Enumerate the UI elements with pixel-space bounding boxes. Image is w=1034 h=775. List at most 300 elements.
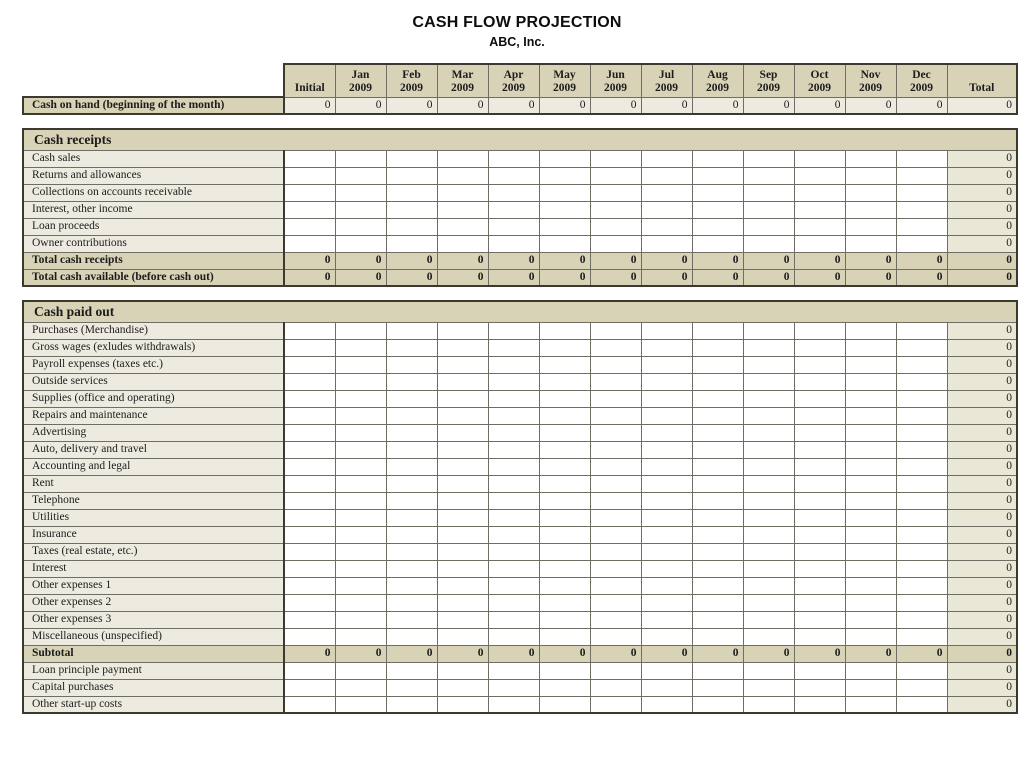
value-cell[interactable] — [284, 150, 335, 167]
value-cell[interactable] — [641, 577, 692, 594]
value-cell[interactable] — [488, 441, 539, 458]
value-cell[interactable] — [335, 679, 386, 696]
value-cell[interactable] — [896, 167, 947, 184]
value-cell[interactable] — [284, 543, 335, 560]
value-cell[interactable] — [539, 475, 590, 492]
value-cell[interactable] — [692, 526, 743, 543]
value-cell[interactable] — [794, 441, 845, 458]
value-cell[interactable] — [743, 543, 794, 560]
value-cell[interactable] — [845, 696, 896, 713]
value-cell[interactable] — [437, 441, 488, 458]
value-cell[interactable] — [437, 167, 488, 184]
value-cell[interactable] — [896, 322, 947, 339]
value-cell[interactable] — [284, 373, 335, 390]
value-cell[interactable] — [488, 167, 539, 184]
value-cell[interactable] — [386, 662, 437, 679]
value-cell[interactable] — [845, 373, 896, 390]
value-cell[interactable] — [386, 696, 437, 713]
value-cell[interactable] — [641, 679, 692, 696]
value-cell[interactable] — [335, 594, 386, 611]
value-cell[interactable] — [641, 235, 692, 252]
value-cell[interactable] — [692, 696, 743, 713]
value-cell[interactable] — [590, 424, 641, 441]
value-cell[interactable] — [896, 543, 947, 560]
value-cell[interactable] — [641, 390, 692, 407]
value-cell[interactable] — [845, 662, 896, 679]
value-cell[interactable] — [488, 390, 539, 407]
value-cell[interactable] — [386, 407, 437, 424]
value-cell[interactable] — [437, 475, 488, 492]
value-cell[interactable] — [896, 560, 947, 577]
value-cell[interactable] — [794, 390, 845, 407]
value-cell[interactable] — [437, 662, 488, 679]
value-cell[interactable] — [743, 390, 794, 407]
value-cell[interactable] — [284, 407, 335, 424]
value-cell[interactable] — [692, 424, 743, 441]
value-cell[interactable]: 0 — [743, 97, 794, 114]
value-cell[interactable] — [437, 184, 488, 201]
value-cell[interactable] — [590, 322, 641, 339]
value-cell[interactable] — [794, 424, 845, 441]
value-cell[interactable] — [437, 407, 488, 424]
value-cell[interactable]: 0 — [437, 97, 488, 114]
value-cell[interactable] — [794, 594, 845, 611]
value-cell[interactable] — [794, 526, 845, 543]
value-cell[interactable] — [794, 696, 845, 713]
value-cell[interactable] — [845, 390, 896, 407]
value-cell[interactable] — [386, 441, 437, 458]
value-cell[interactable] — [386, 679, 437, 696]
value-cell[interactable] — [845, 167, 896, 184]
value-cell[interactable]: 0 — [284, 97, 335, 114]
value-cell[interactable] — [437, 696, 488, 713]
value-cell[interactable] — [539, 509, 590, 526]
value-cell[interactable] — [896, 611, 947, 628]
value-cell[interactable] — [794, 218, 845, 235]
value-cell[interactable] — [386, 475, 437, 492]
value-cell[interactable] — [641, 509, 692, 526]
value-cell[interactable] — [539, 373, 590, 390]
value-cell[interactable] — [539, 218, 590, 235]
value-cell[interactable] — [488, 662, 539, 679]
value-cell[interactable] — [845, 424, 896, 441]
value-cell[interactable] — [743, 322, 794, 339]
value-cell[interactable] — [590, 390, 641, 407]
value-cell[interactable] — [794, 662, 845, 679]
value-cell[interactable] — [692, 594, 743, 611]
value-cell[interactable] — [794, 458, 845, 475]
value-cell[interactable] — [437, 390, 488, 407]
value-cell[interactable] — [743, 526, 794, 543]
value-cell[interactable] — [896, 184, 947, 201]
value-cell[interactable] — [743, 679, 794, 696]
value-cell[interactable] — [692, 509, 743, 526]
value-cell[interactable] — [284, 594, 335, 611]
value-cell[interactable] — [641, 662, 692, 679]
value-cell[interactable] — [743, 577, 794, 594]
value-cell[interactable] — [641, 458, 692, 475]
value-cell[interactable] — [488, 356, 539, 373]
value-cell[interactable] — [539, 543, 590, 560]
value-cell[interactable] — [590, 475, 641, 492]
value-cell[interactable] — [437, 424, 488, 441]
value-cell[interactable] — [743, 424, 794, 441]
value-cell[interactable] — [692, 150, 743, 167]
value-cell[interactable] — [641, 526, 692, 543]
value-cell[interactable]: 0 — [692, 97, 743, 114]
value-cell[interactable] — [794, 184, 845, 201]
value-cell[interactable] — [335, 611, 386, 628]
value-cell[interactable] — [284, 356, 335, 373]
value-cell[interactable] — [590, 611, 641, 628]
value-cell[interactable] — [692, 407, 743, 424]
value-cell[interactable] — [335, 356, 386, 373]
value-cell[interactable] — [794, 509, 845, 526]
value-cell[interactable] — [488, 611, 539, 628]
value-cell[interactable] — [845, 492, 896, 509]
value-cell[interactable] — [488, 235, 539, 252]
value-cell[interactable] — [539, 322, 590, 339]
value-cell[interactable] — [896, 201, 947, 218]
value-cell[interactable] — [284, 458, 335, 475]
value-cell[interactable] — [641, 373, 692, 390]
value-cell[interactable] — [335, 407, 386, 424]
value-cell[interactable] — [896, 628, 947, 645]
value-cell[interactable] — [284, 560, 335, 577]
value-cell[interactable] — [437, 339, 488, 356]
value-cell[interactable] — [437, 611, 488, 628]
value-cell[interactable] — [641, 218, 692, 235]
value-cell[interactable] — [284, 475, 335, 492]
value-cell[interactable] — [437, 526, 488, 543]
value-cell[interactable] — [386, 322, 437, 339]
value-cell[interactable] — [743, 662, 794, 679]
value-cell[interactable] — [743, 628, 794, 645]
value-cell[interactable] — [641, 696, 692, 713]
value-cell[interactable] — [539, 150, 590, 167]
value-cell[interactable] — [896, 424, 947, 441]
value-cell[interactable] — [896, 356, 947, 373]
value-cell[interactable] — [692, 356, 743, 373]
value-cell[interactable] — [488, 509, 539, 526]
value-cell[interactable] — [794, 167, 845, 184]
value-cell[interactable] — [335, 662, 386, 679]
value-cell[interactable] — [590, 543, 641, 560]
value-cell[interactable] — [692, 235, 743, 252]
value-cell[interactable] — [437, 577, 488, 594]
value-cell[interactable] — [437, 679, 488, 696]
value-cell[interactable] — [284, 339, 335, 356]
value-cell[interactable] — [845, 458, 896, 475]
value-cell[interactable] — [284, 322, 335, 339]
value-cell[interactable] — [335, 339, 386, 356]
value-cell[interactable] — [590, 356, 641, 373]
value-cell[interactable] — [692, 390, 743, 407]
value-cell[interactable] — [692, 577, 743, 594]
value-cell[interactable] — [437, 322, 488, 339]
value-cell[interactable] — [437, 458, 488, 475]
value-cell[interactable] — [794, 492, 845, 509]
value-cell[interactable] — [590, 167, 641, 184]
value-cell[interactable] — [896, 679, 947, 696]
value-cell[interactable] — [335, 235, 386, 252]
value-cell[interactable] — [284, 184, 335, 201]
value-cell[interactable] — [539, 356, 590, 373]
value-cell[interactable] — [335, 218, 386, 235]
value-cell[interactable] — [488, 322, 539, 339]
value-cell[interactable] — [488, 184, 539, 201]
value-cell[interactable] — [641, 628, 692, 645]
value-cell[interactable] — [284, 218, 335, 235]
value-cell[interactable] — [743, 475, 794, 492]
value-cell[interactable] — [539, 184, 590, 201]
value-cell[interactable] — [743, 339, 794, 356]
value-cell[interactable] — [488, 424, 539, 441]
value-cell[interactable] — [335, 167, 386, 184]
value-cell[interactable] — [284, 390, 335, 407]
value-cell[interactable] — [896, 218, 947, 235]
value-cell[interactable] — [743, 509, 794, 526]
value-cell[interactable] — [590, 492, 641, 509]
value-cell[interactable] — [692, 184, 743, 201]
value-cell[interactable] — [386, 509, 437, 526]
value-cell[interactable]: 0 — [488, 97, 539, 114]
value-cell[interactable] — [386, 628, 437, 645]
value-cell[interactable] — [386, 424, 437, 441]
value-cell[interactable] — [692, 218, 743, 235]
value-cell[interactable] — [386, 594, 437, 611]
value-cell[interactable] — [437, 594, 488, 611]
value-cell[interactable] — [692, 560, 743, 577]
value-cell[interactable] — [284, 441, 335, 458]
value-cell[interactable] — [590, 696, 641, 713]
value-cell[interactable] — [692, 628, 743, 645]
value-cell[interactable] — [488, 475, 539, 492]
value-cell[interactable] — [386, 201, 437, 218]
value-cell[interactable] — [896, 594, 947, 611]
value-cell[interactable] — [386, 339, 437, 356]
value-cell[interactable] — [335, 492, 386, 509]
value-cell[interactable] — [692, 475, 743, 492]
value-cell[interactable] — [896, 475, 947, 492]
value-cell[interactable] — [896, 339, 947, 356]
value-cell[interactable] — [896, 458, 947, 475]
value-cell[interactable] — [794, 611, 845, 628]
value-cell[interactable] — [335, 475, 386, 492]
value-cell[interactable] — [488, 218, 539, 235]
value-cell[interactable] — [590, 218, 641, 235]
value-cell[interactable] — [386, 611, 437, 628]
value-cell[interactable] — [335, 526, 386, 543]
value-cell[interactable] — [539, 390, 590, 407]
value-cell[interactable] — [641, 322, 692, 339]
value-cell[interactable] — [539, 611, 590, 628]
value-cell[interactable] — [590, 594, 641, 611]
value-cell[interactable] — [284, 424, 335, 441]
value-cell[interactable] — [743, 560, 794, 577]
value-cell[interactable] — [539, 696, 590, 713]
value-cell[interactable] — [845, 577, 896, 594]
value-cell[interactable] — [539, 441, 590, 458]
value-cell[interactable] — [335, 560, 386, 577]
value-cell[interactable] — [335, 628, 386, 645]
value-cell[interactable] — [896, 696, 947, 713]
value-cell[interactable] — [692, 611, 743, 628]
value-cell[interactable] — [488, 458, 539, 475]
value-cell[interactable] — [539, 679, 590, 696]
value-cell[interactable] — [743, 492, 794, 509]
value-cell[interactable] — [845, 509, 896, 526]
value-cell[interactable] — [590, 526, 641, 543]
value-cell[interactable] — [743, 696, 794, 713]
value-cell[interactable] — [794, 543, 845, 560]
value-cell[interactable] — [335, 509, 386, 526]
value-cell[interactable] — [743, 407, 794, 424]
value-cell[interactable] — [692, 679, 743, 696]
value-cell[interactable] — [845, 594, 896, 611]
value-cell[interactable] — [284, 492, 335, 509]
value-cell[interactable] — [794, 628, 845, 645]
value-cell[interactable] — [845, 184, 896, 201]
value-cell[interactable] — [386, 356, 437, 373]
value-cell[interactable] — [794, 322, 845, 339]
value-cell[interactable] — [692, 322, 743, 339]
value-cell[interactable] — [590, 150, 641, 167]
value-cell[interactable] — [743, 373, 794, 390]
value-cell[interactable] — [386, 526, 437, 543]
value-cell[interactable] — [641, 594, 692, 611]
value-cell[interactable] — [590, 407, 641, 424]
value-cell[interactable] — [692, 458, 743, 475]
value-cell[interactable] — [590, 339, 641, 356]
value-cell[interactable] — [590, 679, 641, 696]
value-cell[interactable] — [488, 594, 539, 611]
value-cell[interactable] — [335, 441, 386, 458]
value-cell[interactable] — [692, 339, 743, 356]
value-cell[interactable] — [386, 560, 437, 577]
value-cell[interactable] — [335, 696, 386, 713]
value-cell[interactable] — [335, 390, 386, 407]
value-cell[interactable]: 0 — [845, 97, 896, 114]
value-cell[interactable] — [845, 150, 896, 167]
value-cell[interactable] — [641, 543, 692, 560]
value-cell[interactable] — [488, 407, 539, 424]
value-cell[interactable] — [641, 475, 692, 492]
value-cell[interactable] — [743, 611, 794, 628]
value-cell[interactable] — [845, 679, 896, 696]
value-cell[interactable] — [743, 201, 794, 218]
value-cell[interactable] — [641, 184, 692, 201]
value-cell[interactable] — [488, 492, 539, 509]
value-cell[interactable] — [335, 458, 386, 475]
value-cell[interactable] — [743, 235, 794, 252]
value-cell[interactable] — [692, 662, 743, 679]
value-cell[interactable] — [335, 322, 386, 339]
value-cell[interactable] — [845, 475, 896, 492]
value-cell[interactable] — [794, 150, 845, 167]
value-cell[interactable] — [386, 458, 437, 475]
value-cell[interactable] — [488, 201, 539, 218]
value-cell[interactable] — [641, 424, 692, 441]
value-cell[interactable]: 0 — [386, 97, 437, 114]
value-cell[interactable] — [743, 458, 794, 475]
value-cell[interactable] — [896, 235, 947, 252]
value-cell[interactable] — [794, 235, 845, 252]
value-cell[interactable]: 0 — [539, 97, 590, 114]
value-cell[interactable] — [845, 235, 896, 252]
value-cell[interactable] — [386, 167, 437, 184]
value-cell[interactable] — [437, 543, 488, 560]
value-cell[interactable] — [896, 373, 947, 390]
value-cell[interactable] — [539, 662, 590, 679]
value-cell[interactable] — [896, 150, 947, 167]
value-cell[interactable] — [386, 235, 437, 252]
value-cell[interactable] — [284, 611, 335, 628]
value-cell[interactable] — [845, 407, 896, 424]
value-cell[interactable] — [743, 218, 794, 235]
value-cell[interactable] — [845, 543, 896, 560]
value-cell[interactable] — [794, 560, 845, 577]
value-cell[interactable] — [641, 339, 692, 356]
value-cell[interactable] — [794, 373, 845, 390]
value-cell[interactable] — [743, 167, 794, 184]
value-cell[interactable] — [590, 628, 641, 645]
value-cell[interactable] — [539, 492, 590, 509]
value-cell[interactable] — [386, 373, 437, 390]
value-cell[interactable] — [692, 492, 743, 509]
value-cell[interactable]: 0 — [590, 97, 641, 114]
value-cell[interactable] — [590, 560, 641, 577]
value-cell[interactable] — [590, 441, 641, 458]
value-cell[interactable] — [386, 218, 437, 235]
value-cell[interactable] — [386, 543, 437, 560]
value-cell[interactable] — [335, 373, 386, 390]
value-cell[interactable] — [386, 184, 437, 201]
value-cell[interactable] — [539, 407, 590, 424]
value-cell[interactable] — [437, 628, 488, 645]
value-cell[interactable] — [539, 458, 590, 475]
value-cell[interactable] — [335, 184, 386, 201]
value-cell[interactable] — [437, 235, 488, 252]
value-cell[interactable] — [641, 167, 692, 184]
value-cell[interactable] — [539, 235, 590, 252]
value-cell[interactable] — [794, 407, 845, 424]
value-cell[interactable] — [845, 560, 896, 577]
value-cell[interactable] — [641, 492, 692, 509]
value-cell[interactable] — [641, 560, 692, 577]
value-cell[interactable] — [794, 679, 845, 696]
value-cell[interactable] — [641, 201, 692, 218]
value-cell[interactable] — [488, 543, 539, 560]
value-cell[interactable] — [896, 662, 947, 679]
value-cell[interactable]: 0 — [335, 97, 386, 114]
value-cell[interactable] — [794, 475, 845, 492]
value-cell[interactable] — [692, 441, 743, 458]
value-cell[interactable] — [692, 373, 743, 390]
value-cell[interactable] — [590, 235, 641, 252]
value-cell[interactable] — [284, 662, 335, 679]
value-cell[interactable] — [386, 577, 437, 594]
value-cell[interactable] — [539, 577, 590, 594]
value-cell[interactable] — [539, 628, 590, 645]
value-cell[interactable] — [488, 526, 539, 543]
value-cell[interactable] — [896, 407, 947, 424]
value-cell[interactable] — [284, 235, 335, 252]
value-cell[interactable] — [437, 218, 488, 235]
value-cell[interactable] — [641, 407, 692, 424]
value-cell[interactable] — [641, 356, 692, 373]
value-cell[interactable] — [437, 509, 488, 526]
